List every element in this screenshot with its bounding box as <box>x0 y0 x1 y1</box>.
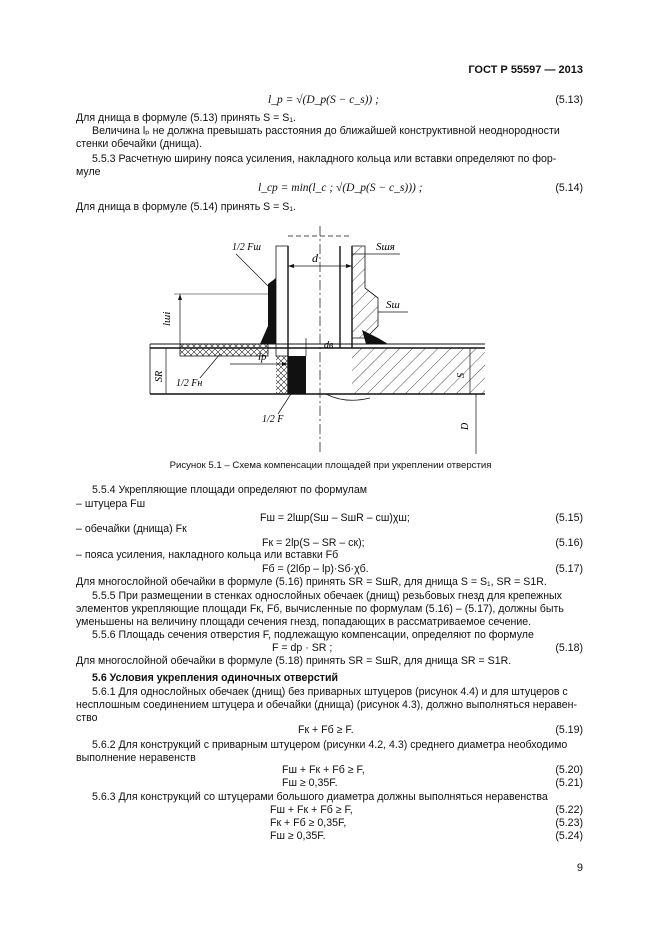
equation-number-5-24: (5.24) <box>555 830 583 842</box>
equation-5-18: F = dр · SR ; <box>272 642 333 654</box>
svg-text:d: d <box>312 251 318 265</box>
equation-number-5-17: (5.17) <box>555 563 583 575</box>
equation-number-5-15: (5.15) <box>555 512 583 524</box>
paragraph-text: элементов укрепляющие площади Fк, Fб, вычисленные по формулам (5.16) – (5.17), должны быть <box>76 603 564 615</box>
list-item: – пояса усиления, накладного кольца или вставки Fб <box>76 549 339 561</box>
svg-text:lp: lp <box>258 351 267 363</box>
paragraph-text: выполнение неравенств <box>76 752 196 764</box>
equation-number-5-16: (5.16) <box>555 537 583 549</box>
svg-text:SR: SR <box>154 370 165 382</box>
svg-text:1/2 F: 1/2 F <box>262 414 284 425</box>
svg-text:Sшя: Sшя <box>376 241 395 253</box>
document-header: ГОСТ Р 55597 — 2013 <box>468 64 583 76</box>
paragraph-text: Для днища в формуле (5.14) принять S = S₁. <box>76 201 296 213</box>
equation-5-23: Fк + Fб ≥ 0,35F, <box>270 817 347 829</box>
equation-number-5-23: (5.23) <box>555 817 583 829</box>
equation-number-5-21: (5.21) <box>555 777 583 789</box>
paragraph-text: 5.6.3 Для конструкций со штуцерами большого диаметра должны выполняться неравенства <box>92 791 548 803</box>
equation-number-5-19: (5.19) <box>555 724 583 736</box>
svg-text:1/2 Fш: 1/2 Fш <box>232 242 261 253</box>
paragraph-text: Для многослойной обечайки в формуле (5.16) принять SR = SшR, для днища S = S₁, SR = S1R. <box>76 576 547 588</box>
paragraph-text: 5.5.4 Укрепляющие площади определяют по формулам <box>92 484 368 496</box>
paragraph-text: несплошным соединением штуцера и обечайки (днища) (рисунок 4.3), должно выполняться неравен- <box>76 699 578 711</box>
paragraph-text: стенки обечайки (днища). <box>76 138 203 150</box>
svg-text:1/2 Fн: 1/2 Fн <box>176 378 203 389</box>
svg-text:dв: dв <box>324 340 334 351</box>
equation-5-14: l_cp = min(l_c ; √(D_p(S − c_s))) ; <box>258 182 423 194</box>
equation-5-19: Fк + Fб ≥ F. <box>298 724 354 736</box>
list-item: – обечайки (днища) Fк <box>76 523 187 535</box>
equation-5-13: l_p = √(D_p(S − c_s)) ; <box>268 94 379 106</box>
paragraph-text: ство <box>76 712 98 724</box>
paragraph-text: 5.5.6 Площадь сечения отверстия F, подлежащую компенсации, определяют по формуле <box>92 629 534 641</box>
paragraph-text: 5.5.5 При размещении в стенках однослойных обечаек (днищ) резьбовых гнезд для крепежных <box>92 590 562 602</box>
equation-5-17: Fб = (2lбр – lр)·Sб·χб. <box>262 563 369 575</box>
paragraph-text: Для многослойной обечайки в формуле (5.18) принять SR = SшR, для днища SR = S1R. <box>76 655 512 667</box>
paragraph-text: 5.6.1 Для однослойных обечаек (днищ) без приварных штуцеров (рисунок 4.4) и для штуцеров с <box>92 686 568 698</box>
svg-text:Sш: Sш <box>386 299 400 311</box>
equation-5-24: Fш ≥ 0,35F. <box>270 830 326 842</box>
paragraph-text: 5.6.2 Для конструкций с приварным штуцером (рисунки 4.2, 4.3) среднего диаметра необходимо <box>92 739 568 751</box>
equation-number-5-14: (5.14) <box>555 182 583 194</box>
svg-text:lшi: lшi <box>161 311 173 326</box>
figure-5-1-diagram <box>140 226 490 454</box>
figure-caption: Рисунок 5.1 – Схема компенсации площадей при укреплении отверстия <box>169 460 492 471</box>
equation-5-16: Fк = 2lр(S – SR – cк); <box>262 537 365 549</box>
equation-5-22: Fш + Fк + Fб ≥ F, <box>270 804 353 816</box>
equation-number-5-13: (5.13) <box>555 94 583 106</box>
paragraph-text: 5.5.3 Расчетную ширину пояса усиления, накладного кольца или вставки определяют по фор- <box>92 153 557 165</box>
equation-number-5-20: (5.20) <box>555 764 583 776</box>
equation-5-21: Fш ≥ 0,35F. <box>282 777 338 789</box>
paragraph-text: муле <box>76 166 101 178</box>
page-number: 9 <box>576 862 583 874</box>
paragraph-text: Величина lₚ не должна превышать расстояния до ближайшей конструктивной неоднородности <box>92 125 560 137</box>
equation-5-15: Fш = 2lшр(Sш – SшR – cш)χш; <box>260 512 410 524</box>
svg-text:S: S <box>456 373 467 378</box>
section-heading: 5.6 Условия укрепления одиночных отверстий <box>92 672 339 684</box>
paragraph-text: Для днища в формуле (5.13) принять S = S₁. <box>76 112 296 124</box>
equation-number-5-18: (5.18) <box>555 642 583 654</box>
list-item: – штуцера Fш <box>76 498 146 510</box>
equation-5-20: Fш + Fк + Fб ≥ F, <box>282 764 365 776</box>
paragraph-text: уменьшены на величину площади сечения гнезд, попадающих в рассматриваемое сечение. <box>76 616 532 628</box>
equation-number-5-22: (5.22) <box>555 804 583 816</box>
svg-text:D: D <box>460 422 471 430</box>
